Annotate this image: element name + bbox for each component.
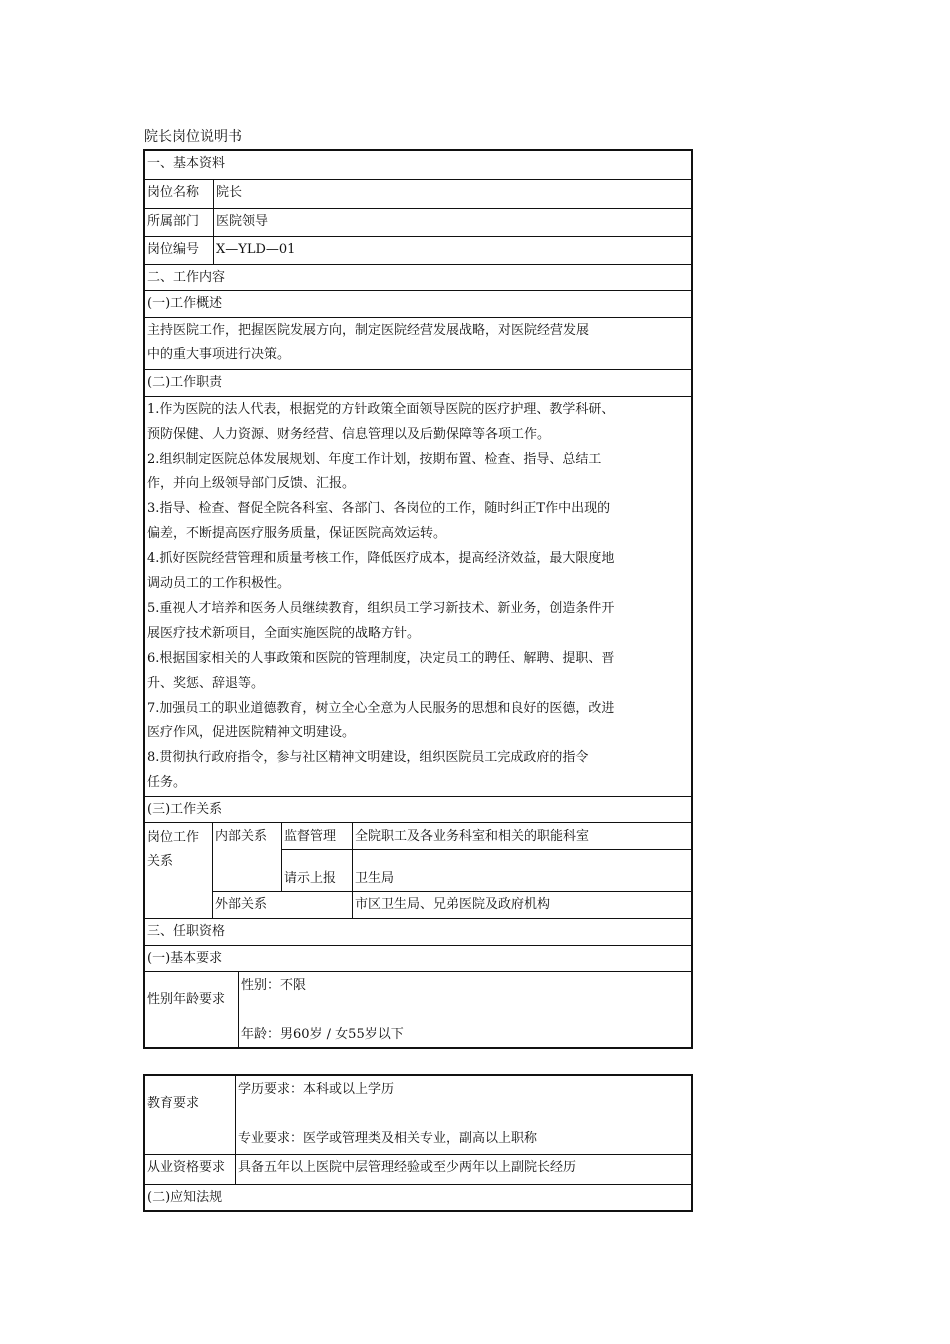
education-row (145, 1076, 691, 1154)
subheading-work-relations (145, 796, 691, 822)
internal-relations-label: 内部关系 (215, 829, 268, 844)
divider (238, 972, 239, 1047)
duty-line: 医疗作风，促进医院精神文明建设。 (147, 725, 356, 740)
relations-label-line-1: 岗位工作 (147, 830, 200, 845)
report-value: 卫生局 (355, 871, 395, 886)
duty-line: 7.加强员工的职业道德教育，树立全心全意为人民服务的思想和良好的医德，改进 (147, 701, 615, 716)
divider (235, 1076, 236, 1154)
divider (212, 823, 213, 918)
degree-requirement: 学历要求：本科或以上学历 (238, 1082, 395, 1097)
gender-age-label: 性别年龄要求 (147, 992, 226, 1007)
duty-line: 5.重视人才培养和医务人员继续教育，组织员工学习新技术、新业务，创造条件开 (147, 601, 615, 616)
section-basic-info-label: 一、基本资料 (147, 156, 226, 171)
duty-line: 3.指导、检查、督促全院各科室、各部门、各岗位的工作，随时纠正T作中出现的 (147, 501, 611, 516)
major-requirement: 专业要求：医学或管理类及相关专业，副高以上职称 (238, 1131, 538, 1146)
relations-label-line-2: 关系 (147, 854, 174, 869)
field-row-department (145, 208, 691, 236)
duty-line: 作，并向上级领导部门反馈、汇报。 (147, 476, 356, 491)
divider (281, 823, 282, 891)
duty-line: 偏差，不断提高医疗服务质量，保证医院高效运转。 (147, 526, 447, 541)
basic-requirements-label: (一)基本要求 (147, 951, 223, 966)
work-duties-label: (二)工作职责 (147, 375, 223, 390)
subheading-basic-requirements (145, 945, 691, 971)
laws-label: (二)应知法规 (147, 1190, 223, 1205)
report-label: 请示上报 (284, 871, 337, 886)
divider (352, 823, 353, 918)
duty-line: 2.组织制定医院总体发展规划、年度工作计划，按期布置、检查、指导、总结工 (147, 452, 602, 467)
overview-line-1: 主持医院工作，把握医院发展方向，制定医院经营发展战略，对医院经营发展 (147, 323, 590, 338)
qualification-label: 从业资格要求 (147, 1160, 226, 1175)
qualifications-table-continued (143, 1074, 693, 1212)
job-description-table (143, 149, 693, 1049)
supervise-label: 监督管理 (284, 829, 337, 844)
field-value-position-name: 院长 (213, 180, 691, 208)
work-duties-body (145, 396, 691, 796)
section-heading-work-content (145, 264, 691, 290)
field-row-position-code (145, 236, 691, 264)
education-label: 教育要求 (147, 1096, 200, 1111)
duty-line: 任务。 (147, 775, 187, 790)
work-overview-label: (一)工作概述 (147, 296, 223, 311)
duty-line: 调动员工的工作积极性。 (147, 576, 291, 591)
section-heading-qualifications (145, 918, 691, 945)
duty-line: 6.根据国家相关的人事政策和医院的管理制度，决定员工的聘任、解聘、提职、晋 (147, 651, 615, 666)
duty-line: 4.抓好医院经营管理和质量考核工作，降低医疗成本，提高经济效益，最大限度地 (147, 551, 615, 566)
supervise-value: 全院职工及各业务科室和相关的职能科室 (355, 829, 590, 844)
field-label-position-code: 岗位编号 (147, 242, 200, 257)
divider (212, 891, 691, 892)
external-relations-value: 市区卫生局、兄弟医院及政府机构 (355, 897, 551, 912)
section-heading-basic-info (145, 151, 691, 179)
gender-requirement: 性别：不限 (241, 978, 307, 993)
duty-line: 升、奖惩、辞退等。 (147, 676, 265, 691)
qualification-value: 具备五年以上医院中层管理经验或至少两年以上副院长经历 (235, 1155, 691, 1184)
section-qualifications-label: 三、任职资格 (147, 924, 226, 939)
duty-line: 1.作为医院的法人代表，根据党的方针政策全面领导医院的医疗护理、教学科研、 (147, 402, 615, 417)
work-overview-body (145, 317, 691, 369)
subheading-work-overview (145, 290, 691, 317)
field-value-position-code: X—YLD—01 (213, 237, 691, 264)
qualification-row (145, 1154, 691, 1184)
duty-line: 预防保健、人力资源、财务经营、信息管理以及后勤保障等各项工作。 (147, 427, 551, 442)
work-relations-block (145, 822, 691, 918)
field-value-department: 医院领导 (213, 209, 691, 236)
gender-age-row (145, 971, 691, 1047)
subheading-laws (145, 1184, 691, 1210)
field-row-position-name (145, 179, 691, 208)
section-work-content-label: 二、工作内容 (147, 270, 226, 285)
document-title: 院长岗位说明书 (144, 129, 242, 145)
work-relations-label: (三)工作关系 (147, 802, 223, 817)
duty-line: 8.贯彻执行政府指令，参与社区精神文明建设，组织医院员工完成政府的指令 (147, 750, 589, 765)
overview-line-2: 中的重大事项进行决策。 (147, 347, 291, 362)
field-label-department: 所属部门 (147, 214, 200, 229)
duty-line: 展医疗技术新项目，全面实施医院的战略方针。 (147, 626, 421, 641)
subheading-work-duties (145, 369, 691, 396)
age-requirement: 年龄：男60岁 / 女55岁以下 (241, 1027, 404, 1042)
divider (281, 849, 691, 850)
external-relations-label: 外部关系 (215, 897, 268, 912)
field-label-position-name: 岗位名称 (147, 185, 200, 200)
